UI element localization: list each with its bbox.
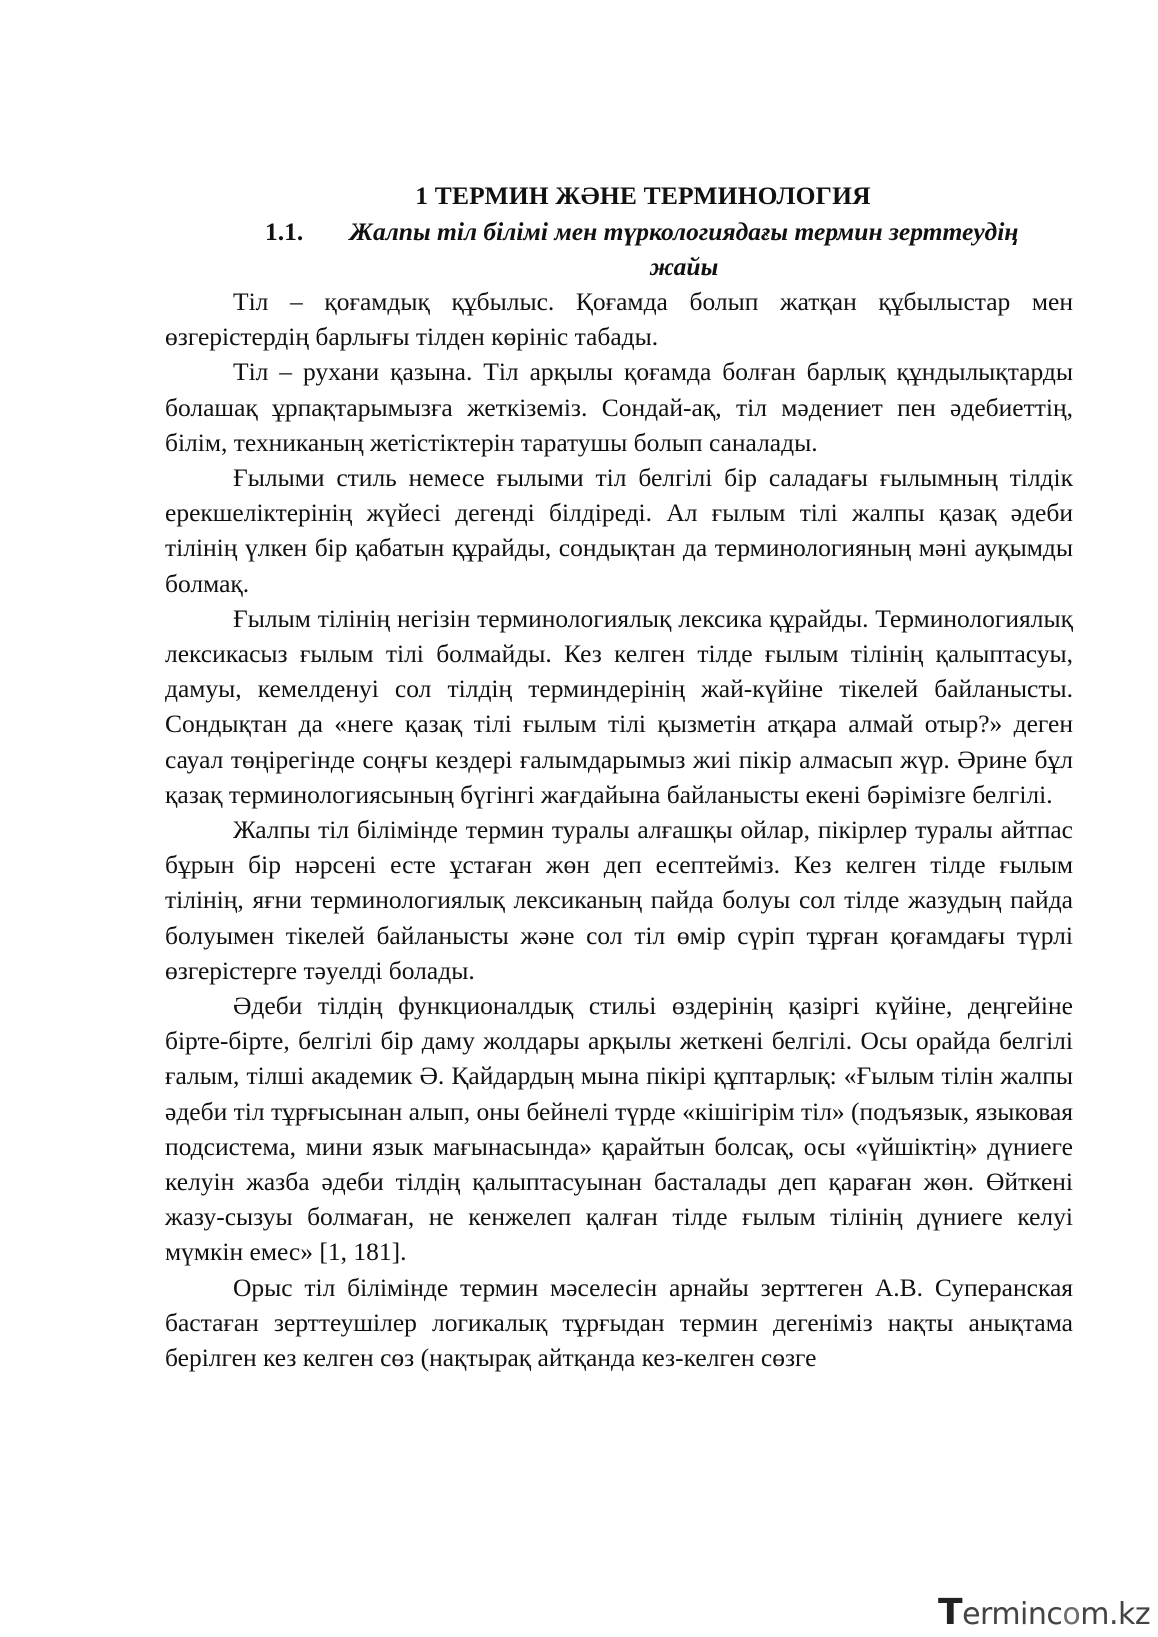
body-text: [165, 284, 1073, 1375]
document-page: [165, 178, 1073, 1375]
section-heading: [165, 214, 1073, 284]
section-number: 1.1.: [265, 217, 304, 246]
termincom-watermark-logo: [938, 1592, 1150, 1633]
chapter-title: 1 ТЕРМИН ЖӘНЕ ТЕРМИНОЛОГИЯ: [415, 181, 871, 210]
paragraph: Орыс тіл білімінде термин мәселесін арнайы зерттеген А.В. Суперанская бастаған зерттеушілер логикалық тұрғыдан термин дегеніміз нақты анықтама берілген кез келген сөз (нақтырақ айтқанда кез-келген сөзге: [165, 1272, 1073, 1373]
watermark-text-part1: erminc: [962, 1597, 1063, 1632]
paragraph: Ғылым тілінің негізін терминологиялық лексика құрайды. Терминологиялық лексикасыз ғылым тілі болмайды. Кез келген тілде ғылым тілінің қалыптасуы, дамуы, кемелденуі сол тілдің терминдерінің жай-күйіне тікелей байланысты. Сондықтан да «неге қазақ тілі ғылым тілі қызметін атқара алмай отыр?» деген сауал төңірегінде соңғы кездері ғалымдарымыз жиі пікір алмасып жүр. Әрине бұл қазақ терминологиясының бүгінгі жағдайына байланысты екені бәрімізге белгілі.: [165, 603, 1073, 809]
paragraph: Тіл – қоғамдық құбылыс. Қоғамда болып жатқан құбылыстар мен өзгерістердің барлығы тілден көрініс табады.: [165, 287, 1073, 352]
paragraph: Әдеби тілдің функционалдық стильі өздерінің қазіргі күйіне, деңгейіне бірте-бірте, белгілі бір даму жолдары арқылы жеткені белгілі. Осы орайда белгілі ғалым, тілші академик Ә. Қайдардың мына пікірі құптарлық: «Ғылым тілін жалпы әдеби тіл тұрғысынан алып, оны бейнелі түрде «кішігірім тіл» (подъязык, языковая подсистема, мини язык мағынасында» қарайтын болсақ, осы «үйшіктің» дүниеге келуін жазба әдеби тілдің қалыптасуынан басталады деп қараған жөн. Өйткені жазу-сызуы болмаған, не кенжелеп қалған тілде ғылым тілінің дүниеге келуі мүмкін емес» [1, 181].: [165, 991, 1073, 1267]
paragraph: Тіл – рухани қазына. Тіл арқылы қоғамда болған барлық құндылықтарды болашақ ұрпақтарымызға жеткіземіз. Сондай-ақ, тіл мәдениет пен әдебиеттің, білім, техниканың жетістіктерін таратушы болып саналады.: [165, 357, 1073, 457]
watermark-text-part2: m.kz: [1080, 1597, 1151, 1632]
paragraph: Ғылыми стиль немесе ғылыми тіл белгілі бір саладағы ғылымның тілдік ерекшеліктерінің жүйесі дегенді білдіреді. Ал ғылым тілі жалпы қазақ әдеби тілінің үлкен бір қабатын құрайды, сондықтан да терминологияның мәні ауқымды болмақ.: [165, 463, 1073, 598]
paragraph: Жалпы тіл білімінде термин туралы алғашқы ойлар, пікірлер туралы айтпас бұрын бір нәрсені есте ұстаған жөн деп есептейміз. Кез келген тілде ғылым тілінің, яғни терминологиялық лексиканың пайда болуы сол тілде жазудың пайда болуымен тікелей байланысты және сол тіл өмір сүріп тұрған қоғамдағы түрлі өзгерістерге тәуелді болады.: [165, 815, 1073, 985]
watermark-magnifier-o: o: [1062, 1597, 1081, 1632]
section-title: Жалпы тіл білімі мен түркологиядағы термин зерттеудің жайы: [349, 217, 1019, 281]
watermark-letter-t: T: [938, 1592, 963, 1633]
